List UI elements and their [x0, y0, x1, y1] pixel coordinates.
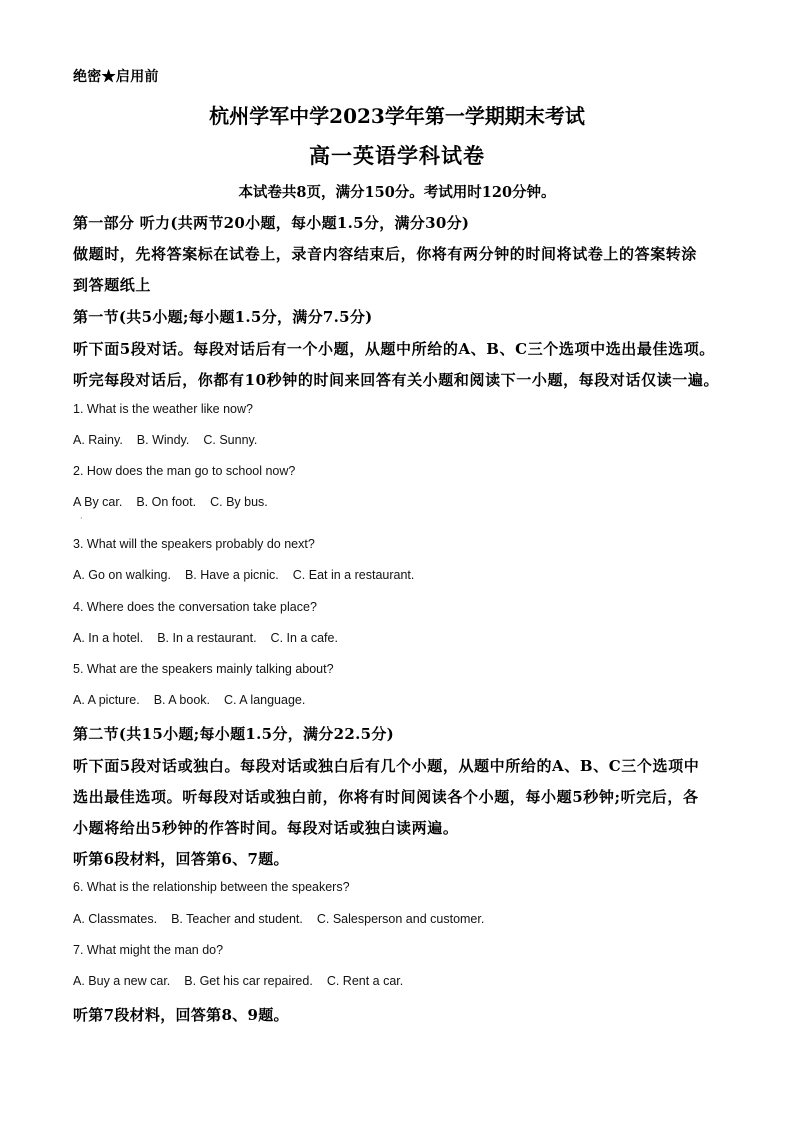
- section2-instruction-line: 选出最佳选项。听每段对话或独白前，你将有时间阅读各个小题，每小题5秒钟;听完后，各: [73, 788, 699, 806]
- exam-subtitle: 高一英语学科试卷: [309, 143, 485, 168]
- option-b: B. A book.: [153, 693, 211, 707]
- section1-heading: 第一节(共5小题;每小题1.5分，满分7.5分): [73, 308, 373, 326]
- options-5: [73, 693, 319, 707]
- option-c: C. In a cafe.: [270, 631, 338, 645]
- option-c: C. Eat in a restaurant.: [292, 568, 415, 582]
- question-2: 2. How does the man go to school now?: [73, 464, 296, 478]
- option-b: B. Get his car repaired.: [184, 974, 313, 988]
- option-c: C. Sunny.: [203, 433, 258, 447]
- options-6: [73, 912, 498, 926]
- option-b: B. Have a picnic.: [184, 568, 279, 582]
- material-7-heading: 听第7段材料，回答第8、9题。: [73, 1006, 289, 1024]
- option-c: C. By bus.: [210, 495, 268, 509]
- option-b: B. In a restaurant.: [157, 631, 257, 645]
- question-7: 7. What might the man do?: [73, 943, 224, 957]
- option-b: B. Teacher and student.: [171, 912, 303, 926]
- option-a: A. Buy a new car.: [73, 974, 171, 988]
- option-a: A. Go on walking.: [73, 568, 171, 582]
- question-5: 5. What are the speakers mainly talking about?: [73, 662, 334, 676]
- option-b: B. Windy.: [136, 433, 190, 447]
- question-3: 3. What will the speakers probably do next?: [73, 537, 315, 551]
- question-1: 1. What is the weather like now?: [73, 402, 253, 416]
- stray-dot: ·: [80, 514, 83, 523]
- options-4: [73, 631, 352, 645]
- option-a: A. Rainy.: [73, 433, 123, 447]
- part1-heading: 第一部分 听力(共两节20小题，每小题1.5分，满分30分): [73, 214, 470, 232]
- section1-instruction-line: 听完每段对话后，你都有10秒钟的时间来回答有关小题和阅读下一小题，每段对话仅读一遍。: [73, 371, 720, 389]
- section2-instruction-line: 听下面5段对话或独白。每段对话或独白后有几个小题，从题中所给的A、B、C三个选项中: [73, 757, 700, 775]
- question-6: 6. What is the relationship between the speakers?: [73, 880, 350, 894]
- option-c: C. Rent a car.: [326, 974, 404, 988]
- question-4: 4. Where does the conversation take place?: [73, 600, 317, 614]
- option-a: A. A picture.: [73, 693, 140, 707]
- options-2: [73, 495, 282, 509]
- options-3: [73, 568, 428, 582]
- material-6-heading: 听第6段材料，回答第6、7题。: [73, 850, 289, 868]
- exam-title: 杭州学军中学2023学年第一学期期末考试: [209, 104, 585, 128]
- option-b: B. On foot.: [136, 495, 197, 509]
- section2-heading: 第二节(共15小题;每小题1.5分，满分22.5分): [73, 725, 395, 743]
- section1-instruction-line: 听下面5段对话。每段对话后有一个小题，从题中所给的A、B、C三个选项中选出最佳选项。: [73, 340, 715, 358]
- secret-mark: 绝密★启用前: [73, 69, 159, 85]
- option-c: C. Salesperson and customer.: [316, 912, 485, 926]
- option-a: A. Classmates.: [73, 912, 158, 926]
- part1-instruction-line: 做题时，先将答案标在试卷上，录音内容结束后，你将有两分钟的时间将试卷上的答案转涂: [73, 245, 698, 263]
- option-a: A By car.: [73, 495, 123, 509]
- options-7: [73, 974, 417, 988]
- part1-instruction-line: 到答题纸上: [73, 276, 152, 294]
- option-c: C. A language.: [224, 693, 306, 707]
- options-1: [73, 433, 271, 447]
- exam-info: 本试卷共8页，满分150分。考试用时120分钟。: [238, 184, 556, 201]
- option-a: A. In a hotel.: [73, 631, 144, 645]
- section2-instruction-line: 小题将给出5秒钟的作答时间。每段对话或独白读两遍。: [73, 819, 459, 837]
